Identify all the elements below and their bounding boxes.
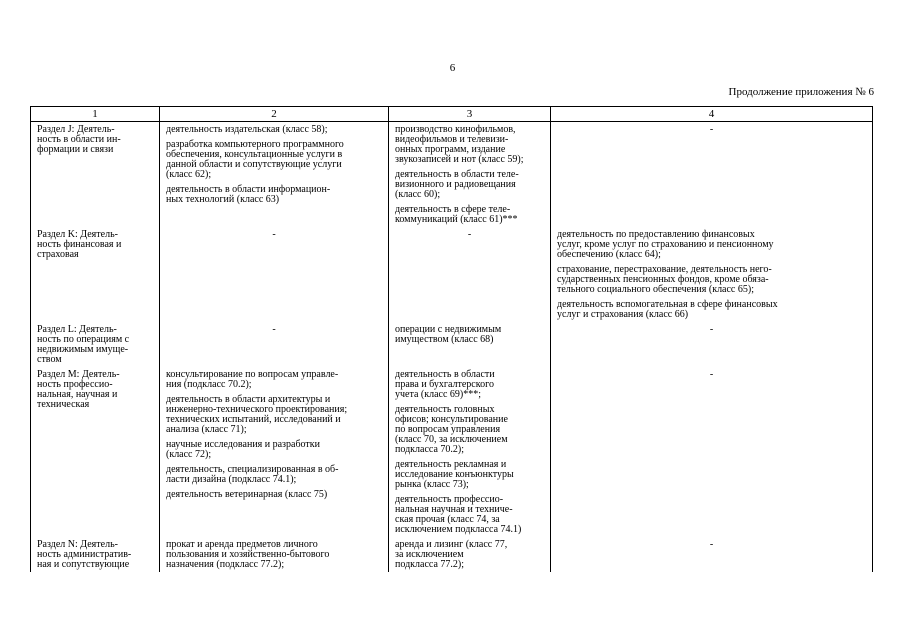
table-row xyxy=(31,367,873,537)
page-number: 6 xyxy=(449,62,456,74)
activity-cell-col3 xyxy=(389,122,551,228)
empty-dash: - xyxy=(272,324,276,335)
activity-item: страхование, перестрахование, деятельность него- сударственных пенсионных фондов, кроме обяза- тельного социального обеспечения (класс 65); xyxy=(557,264,772,295)
activity-cell-col3 xyxy=(389,227,551,322)
activity-item: деятельность по предоставлению финансовых услуг, кроме услуг по страхованию и пенсионному обеспечению (класс 64); xyxy=(557,229,774,260)
activity-cell-col4 xyxy=(551,537,873,572)
column-header-3: 3 xyxy=(389,107,551,122)
section-cell: Раздел K: Деятель- ность финансовая и страховая xyxy=(31,227,160,322)
section-cell: Раздел N: Деятель- ность административ- ная и сопутствующие xyxy=(31,537,160,572)
activity-item: консультирование по вопросам управле- ния (подкласс 70.2); xyxy=(166,369,339,390)
table-row xyxy=(31,227,873,322)
activity-cell-col2 xyxy=(160,537,389,572)
activity-item: деятельность вспомогательная в сфере финансовых услуг и страхования (класс 66) xyxy=(557,299,778,320)
activity-item: производство кинофильмов, видеофильмов и телевизи- онных программ, издание звукозаписей и нот (класс 59); xyxy=(395,124,524,165)
activity-item: операции с недвижимым имуществом (класс 68) xyxy=(395,324,502,345)
section-cell: Раздел M: Деятель- ность профессио- нальная, научная и техническая xyxy=(31,367,160,537)
activity-cell-col3 xyxy=(389,322,551,367)
empty-dash: - xyxy=(709,124,714,135)
table-row xyxy=(31,322,873,367)
activity-item: деятельность в области архитектуры и инженерно-технического проектирования; технических испытаний, исследований и анализа (класс 71); xyxy=(166,394,348,435)
activity-item: деятельность в области информацион- ных технологий (класс 63) xyxy=(166,184,331,205)
empty-dash: - xyxy=(272,229,276,240)
activity-cell-col4 xyxy=(551,227,873,322)
activity-cell-col2 xyxy=(160,322,389,367)
activity-item: деятельность в сфере теле- коммуникаций (класс 61)*** xyxy=(395,204,518,225)
activity-cell-col3 xyxy=(389,537,551,572)
activity-item: деятельность рекламная и исследование конъюнктуры рынка (класс 73); xyxy=(395,459,514,490)
activity-table xyxy=(30,106,873,572)
activity-cell-col4 xyxy=(551,322,873,367)
column-header-4: 4 xyxy=(551,107,873,122)
column-header-2: 2 xyxy=(160,107,389,122)
empty-dash: - xyxy=(709,369,714,380)
continuation-note: Продолжение приложения № 6 xyxy=(728,86,874,98)
activity-item: деятельность в области теле- визионного и радиовещания (класс 60); xyxy=(395,169,519,200)
activity-cell-col2 xyxy=(160,227,389,322)
empty-dash: - xyxy=(709,539,714,550)
activity-cell-col3 xyxy=(389,367,551,537)
column-header-1: 1 xyxy=(31,107,160,122)
table-header-row xyxy=(31,107,873,122)
activity-item: деятельность профессио- нальная научная и техниче- ская прочая (класс 74, за исключением подкласса 74.1) xyxy=(395,494,522,535)
activity-item: прокат и аренда предметов личного пользования и хозяйственно-бытового назначения (подкласс 77.2); xyxy=(166,539,330,570)
table-body xyxy=(31,122,873,573)
activity-item: аренда и лизинг (класс 77, за исключением подкласса 77.2); xyxy=(395,539,508,570)
activity-cell-col2 xyxy=(160,122,389,228)
activity-cell-col4 xyxy=(551,122,873,228)
activity-item: деятельность головных офисов; консультирование по вопросам управления (класс 70, за исключением подкласса 70.2); xyxy=(395,404,508,455)
empty-dash: - xyxy=(467,229,472,240)
activity-item: деятельность, специализированная в об- ласти дизайна (подкласс 74.1); xyxy=(166,464,339,485)
activity-item: деятельность ветеринарная (класс 75) xyxy=(166,489,328,500)
activity-item: разработка компьютерного программного обеспечения, консультационные услуги в данной области и сопутствующие услуги (класс 62); xyxy=(166,139,344,180)
section-cell: Раздел J: Деятель- ность в области ин- формации и связи xyxy=(31,122,160,228)
activity-cell-col2 xyxy=(160,367,389,537)
activity-item: деятельность издательская (класс 58); xyxy=(166,124,328,135)
table-row xyxy=(31,537,873,572)
activity-cell-col4 xyxy=(551,367,873,537)
activity-item: деятельность в области права и бухгалтерского учета (класс 69)***; xyxy=(395,369,495,400)
activity-item: научные исследования и разработки (класс 72); xyxy=(166,439,320,460)
empty-dash: - xyxy=(709,324,714,335)
table-row xyxy=(31,122,873,228)
section-cell: Раздел L: Деятель- ность по операциям с недвижимым имуще- ством xyxy=(31,322,160,367)
